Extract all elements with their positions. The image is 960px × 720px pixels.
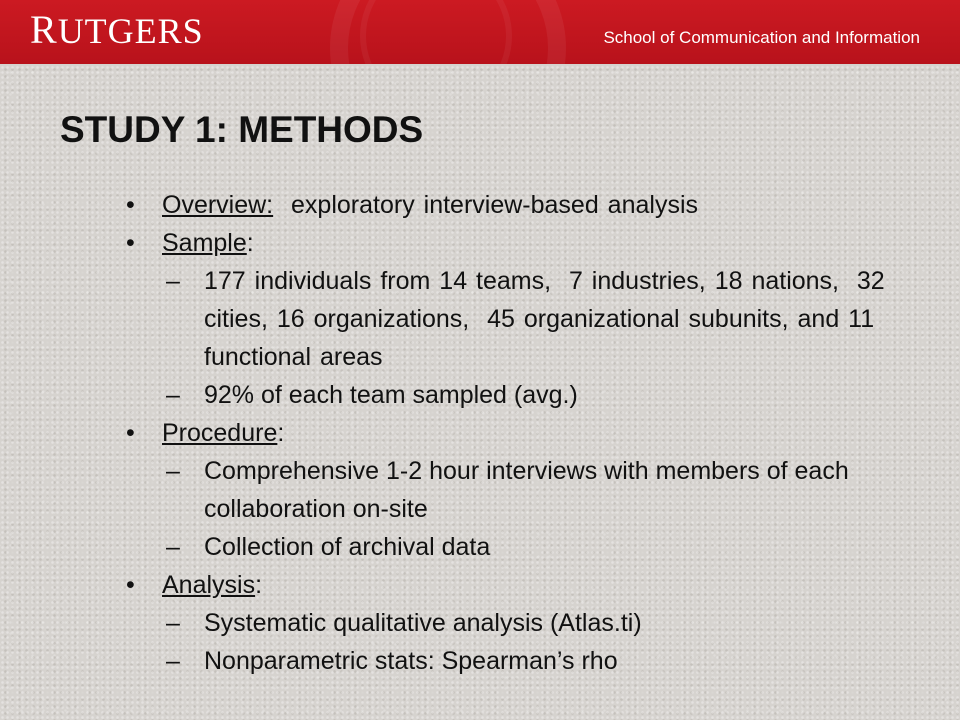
bullet-text: : [255, 571, 263, 599]
sub-item [126, 376, 906, 414]
bullet-dot: • [126, 191, 135, 219]
sub-item [126, 262, 906, 376]
bullet-dot: • [126, 419, 135, 447]
bullet-procedure [126, 414, 906, 452]
bullet-dot: • [126, 229, 135, 257]
dash-marker: – [166, 609, 180, 637]
dash-marker: – [166, 647, 180, 675]
sub-item-text: Systematic qualitative analysis (Atlas.ti) [204, 609, 642, 637]
dash-marker: – [166, 457, 180, 485]
bullet-label: Overview: [162, 191, 274, 219]
dash-marker: – [166, 381, 180, 409]
sub-item [126, 642, 906, 680]
dash-marker: – [166, 533, 180, 561]
bullet-text: exploratory interview-based analysis [273, 191, 698, 219]
bullet-label: Procedure [162, 419, 278, 447]
rutgers-logo: RUTGERS [30, 7, 204, 52]
sub-item-text: Nonparametric stats: Spearman’s rho [204, 647, 618, 675]
sub-item-text: 177 individuals from 14 teams, 7 industries, 18 nations, 32 cities, 16 organizations, 45 organizational subunits, and 11 functional areas [204, 267, 894, 371]
sub-item-text: 92% of each team sampled (avg.) [204, 381, 578, 409]
bullet-label: Sample [162, 229, 247, 257]
sub-item [126, 452, 906, 528]
bullet-overview [126, 186, 906, 224]
bullet-sample [126, 224, 906, 262]
school-name: School of Communication and Information [603, 28, 920, 47]
bullet-text: : [277, 419, 285, 447]
bullet-dot: • [126, 571, 135, 599]
bullet-label: Analysis [162, 571, 256, 599]
dash-marker: – [166, 267, 180, 295]
seal-watermark-inner [360, 0, 512, 64]
header-bar [0, 0, 960, 64]
bullet-text: : [246, 229, 254, 257]
sub-item [126, 604, 906, 642]
sub-item-text: Comprehensive 1-2 hour interviews with members of each collaboration on-site [204, 457, 849, 523]
slide-title: STUDY 1: METHODS [60, 109, 424, 150]
sub-item [126, 528, 906, 566]
bullet-analysis [126, 566, 906, 604]
bullet-list [126, 186, 906, 680]
sub-item-text: Collection of archival data [204, 533, 491, 561]
